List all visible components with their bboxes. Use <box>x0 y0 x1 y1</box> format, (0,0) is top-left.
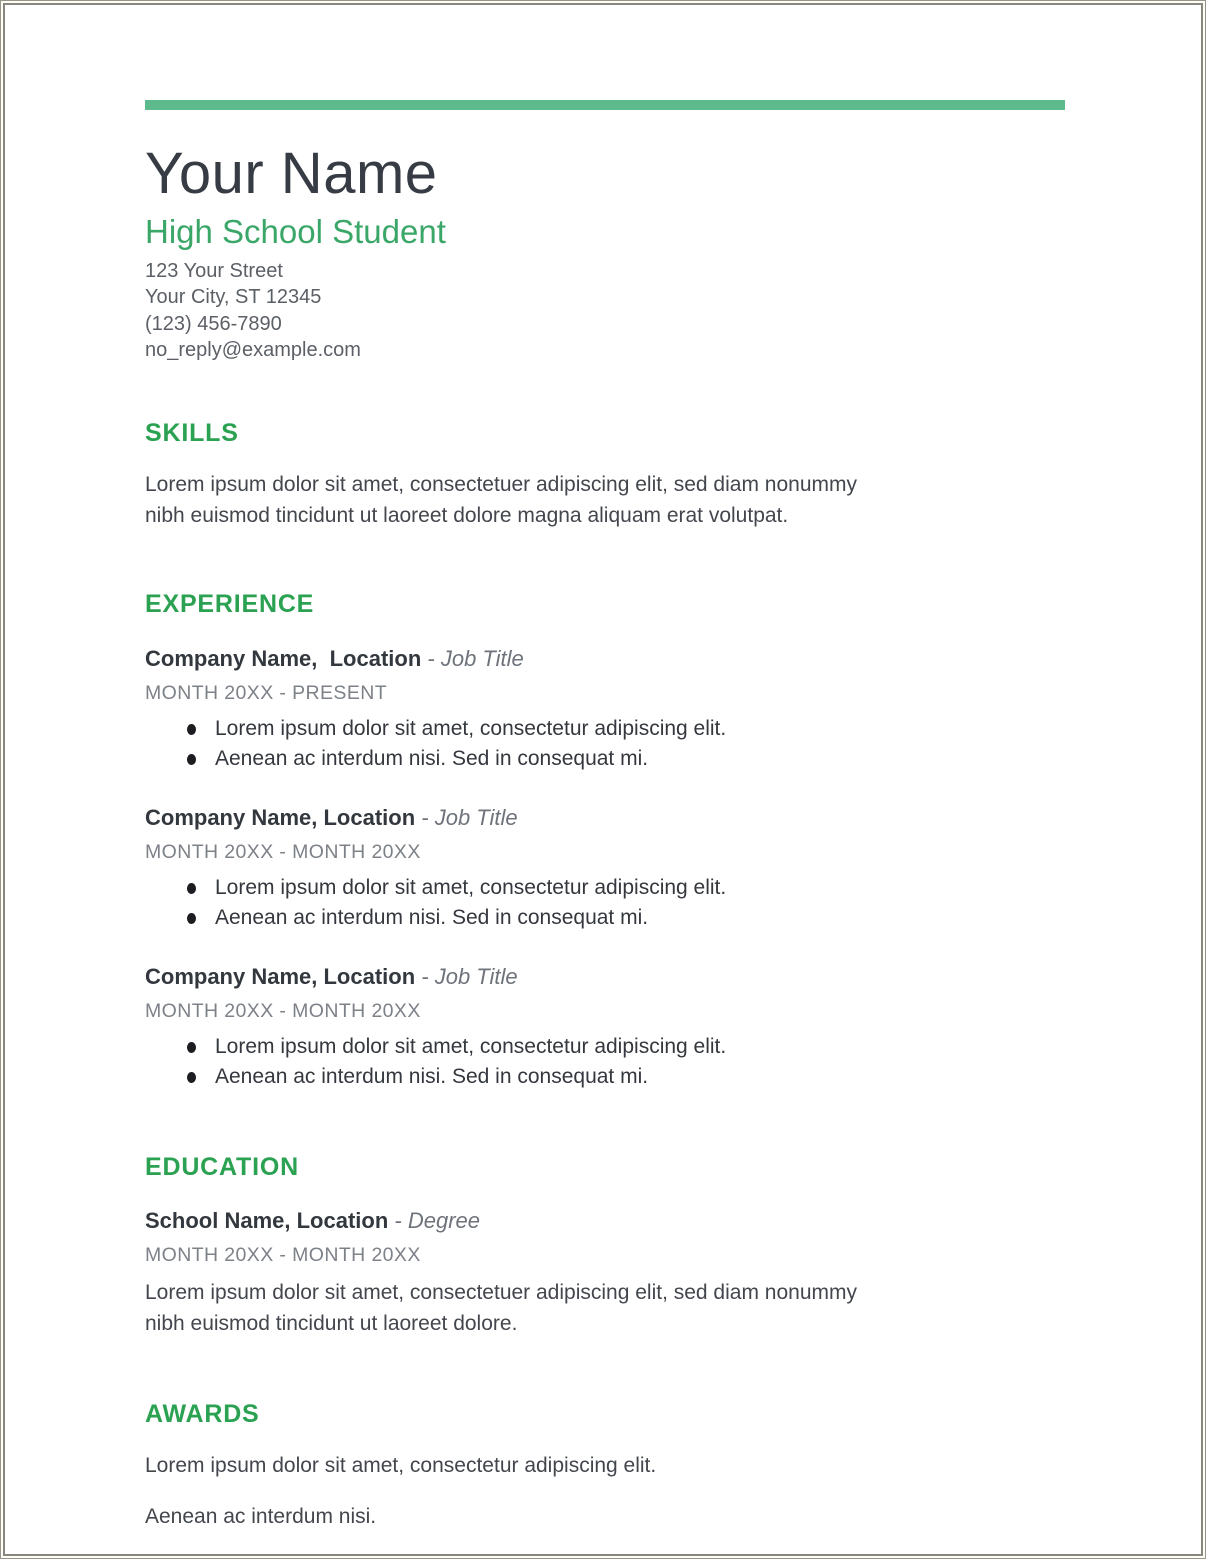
experience-entry <box>145 963 1065 1092</box>
degree: - Degree <box>394 1208 480 1234</box>
experience-bullet-list <box>145 714 1065 774</box>
experience-bullet-text: Lorem ipsum dolor sit amet, consectetur adipiscing elit. <box>215 875 727 899</box>
section-experience <box>145 591 1065 1092</box>
experience-bullet-text: Aenean ac interdum nisi. Sed in consequat mi. <box>215 746 649 770</box>
section-awards <box>145 1401 1065 1532</box>
experience-bullet <box>145 903 1065 933</box>
experience-dates: MONTH 20XX - PRESENT <box>145 681 388 704</box>
section-skills <box>145 420 1065 532</box>
education-text-line: nibh euismod tincidunt ut laoreet dolore. <box>145 1312 518 1336</box>
education-entry-title <box>145 1207 1065 1235</box>
person-name: Your Name <box>145 141 438 206</box>
experience-bullet-text: Lorem ipsum dolor sit amet, consectetur adipiscing elit. <box>215 1034 727 1058</box>
skills-text <box>145 469 1065 531</box>
school-name: School Name, Location <box>145 1208 389 1234</box>
company-name: Company Name, Location <box>145 804 416 830</box>
experience-dates: MONTH 20XX - MONTH 20XX <box>145 840 421 863</box>
experience-bullet <box>145 1032 1065 1062</box>
education-heading: EDUCATION <box>145 1152 299 1181</box>
experience-entry-title <box>145 804 1065 832</box>
awards-paragraph: Aenean ac interdum nisi. <box>145 1504 377 1528</box>
resume-page <box>3 3 1203 1556</box>
contact-email: no_reply@example.com <box>145 339 361 362</box>
experience-heading: EXPERIENCE <box>145 590 315 619</box>
contact-phone: (123) 456-7890 <box>145 312 282 335</box>
education-entry <box>145 1207 1065 1339</box>
education-text <box>145 1277 1065 1339</box>
experience-entry-title <box>145 963 1065 991</box>
experience-bullet-text: Lorem ipsum dolor sit amet, consectetur adipiscing elit. <box>215 716 727 740</box>
skills-heading: SKILLS <box>145 418 239 447</box>
skills-text-line: Lorem ipsum dolor sit amet, consectetuer adipiscing elit, sed diam nonummy <box>145 473 857 497</box>
company-name: Company Name, Location <box>145 645 422 671</box>
job-title: - Job Title <box>427 645 524 671</box>
bullet-dot-icon <box>187 754 196 765</box>
experience-bullet-text: Aenean ac interdum nisi. Sed in consequat mi. <box>215 1064 649 1088</box>
experience-bullet-list <box>145 1032 1065 1092</box>
experience-dates: MONTH 20XX - MONTH 20XX <box>145 999 421 1022</box>
job-title: - Job Title <box>421 804 518 830</box>
experience-bullet <box>145 744 1065 774</box>
awards-heading: AWARDS <box>145 1400 260 1429</box>
company-name: Company Name, Location <box>145 963 416 989</box>
contact-street: 123 Your Street <box>145 259 283 282</box>
education-text-line: Lorem ipsum dolor sit amet, consectetuer adipiscing elit, sed diam nonummy <box>145 1281 857 1305</box>
job-title: - Job Title <box>421 963 518 989</box>
person-headline: High School Student <box>145 212 446 250</box>
contact-city: Your City, ST 12345 <box>145 286 322 309</box>
experience-bullet <box>145 714 1065 744</box>
bullet-dot-icon <box>187 724 196 735</box>
skills-text-line: nibh euismod tincidunt ut laoreet dolore magna aliquam erat volutpat. <box>145 504 789 528</box>
education-dates: MONTH 20XX - MONTH 20XX <box>145 1244 421 1267</box>
experience-bullet-text: Aenean ac interdum nisi. Sed in consequat mi. <box>215 905 649 929</box>
experience-entry-title <box>145 645 1065 673</box>
experience-entry <box>145 645 1065 774</box>
bullet-dot-icon <box>187 1042 196 1053</box>
experience-bullet-list <box>145 873 1065 933</box>
section-education <box>145 1154 1065 1340</box>
experience-entry <box>145 804 1065 933</box>
accent-bar <box>145 100 1065 110</box>
bullet-dot-icon <box>187 913 196 924</box>
experience-bullet <box>145 873 1065 903</box>
bullet-dot-icon <box>187 1072 196 1083</box>
awards-paragraph: Lorem ipsum dolor sit amet, consectetur adipiscing elit. <box>145 1453 657 1477</box>
experience-bullet <box>145 1062 1065 1092</box>
bullet-dot-icon <box>187 883 196 894</box>
contact-block <box>145 258 1065 364</box>
